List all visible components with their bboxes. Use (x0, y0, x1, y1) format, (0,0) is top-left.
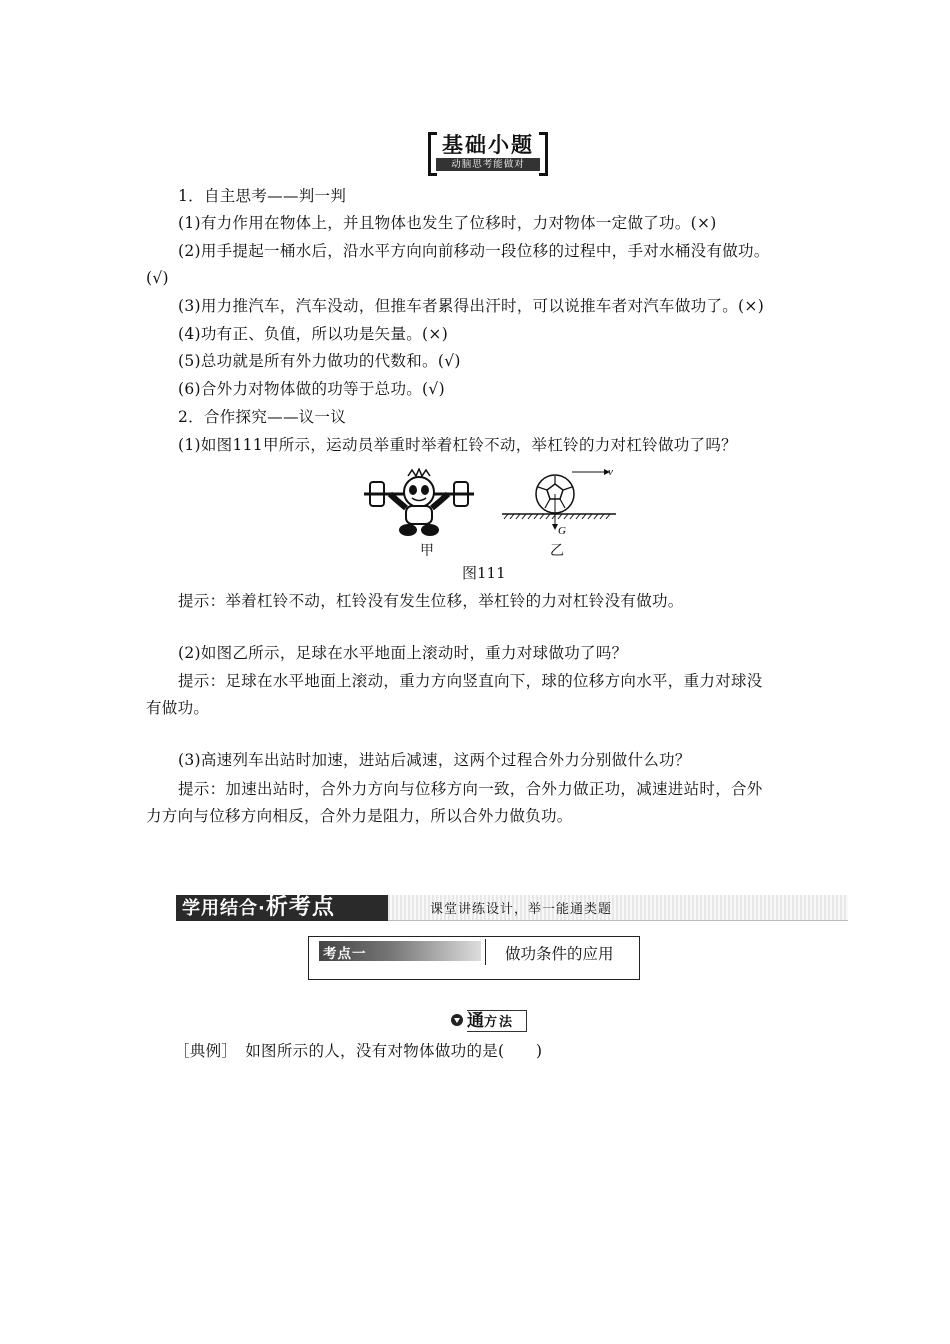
judge-item-4: (4)功有正、负值，所以功是矢量。(×) (178, 325, 449, 343)
question-1: (1)如图111甲所示，运动员举重时举着杠铃不动，举杠铃的力对杠铃做功了吗？ (178, 436, 737, 454)
judge-item-6: (6)合外力对物体做的功等于总功。(√) (178, 380, 445, 398)
figure-drawing (360, 468, 620, 540)
judge-item-1: (1)有力作用在物体上，并且物体也发生了位移时，力对物体一定做了功。(×) (178, 214, 717, 232)
method-heading (451, 1010, 529, 1032)
question-3: (3)高速列车出站时加速，进站后减速，这两个过程合外力分别做什么功？ (178, 751, 691, 769)
hint-2-line1: 提示：足球在水平地面上滚动，重力方向竖直向下，球的位移方向水平，重力对球没 (178, 672, 763, 690)
banner-tagline-area (388, 895, 848, 921)
method-heading-a: 通 (467, 1011, 484, 1031)
down-triangle-icon (451, 1014, 463, 1026)
kaodian-title: 做功条件的应用 (505, 945, 614, 963)
kaodian-box (308, 936, 640, 980)
hint-3-line1: 提示：加速出站时，合外力方向与位移方向一致，合外力做正功，减速进站时，合外 (178, 780, 763, 798)
figure-111 (360, 468, 620, 558)
judge-item-5: (5)总功就是所有外力做功的代数和。(√) (178, 352, 461, 370)
section1-heading: 1．自主思考——判一判 (178, 187, 347, 205)
hint-2-line2: 有做功。 (146, 699, 210, 717)
section-header-basic (428, 132, 548, 172)
banner-title-a: 学用结合· (182, 898, 266, 919)
method-heading-b: 方法 (484, 1015, 515, 1030)
section2-heading: 2．合作探究——议一议 (178, 408, 347, 426)
figure-caption: 图111 (462, 564, 506, 582)
weightlifter-illustration (364, 469, 474, 536)
figure-label-yi: 乙 (550, 543, 564, 559)
velocity-label: v (608, 468, 613, 478)
hint-1: 提示：举着杠铃不动，杠铃没有发生位移，举杠铃的力对杠铃没有做功。 (178, 592, 684, 610)
hint-3-line2: 力方向与位移方向相反，合外力是阻力，所以合外力做负功。 (146, 807, 573, 825)
soccer-ball-illustration (502, 469, 616, 530)
banner-title-b: 析考点 (265, 895, 335, 920)
header-title: 基础小题 (442, 133, 534, 157)
kaodian-tag-label: 考点一 (323, 946, 367, 962)
banner-title (176, 895, 388, 921)
judge-item-3: (3)用力推汽车，汽车没动，但推车者累得出汗时，可以说推车者对汽车做功了。(×) (178, 297, 765, 315)
method-heading-text (467, 1010, 527, 1032)
header-subtitle: 动脑思考能做对 (436, 158, 540, 171)
gravity-label: G (558, 525, 566, 537)
question-2: (2)如图乙所示，足球在水平地面上滚动时，重力对球做功了吗？ (178, 644, 628, 662)
kaodian-divider (485, 939, 486, 965)
judge-item-2: (2)用手提起一桶水后，沿水平方向向前移动一段位移的过程中，手对水桶没有做功。 (178, 242, 770, 260)
bracket-right (539, 132, 548, 176)
judge-item-2-cont: (√) (146, 269, 169, 287)
example-text: ［典例］ 如图所示的人，没有对物体做功的是( ) (174, 1042, 543, 1060)
banner-tagline: 课堂讲练设计，举一能通类题 (430, 902, 613, 917)
figure-label-jia: 甲 (420, 543, 434, 559)
kaodian-tag (319, 941, 481, 961)
section-banner (176, 895, 848, 921)
